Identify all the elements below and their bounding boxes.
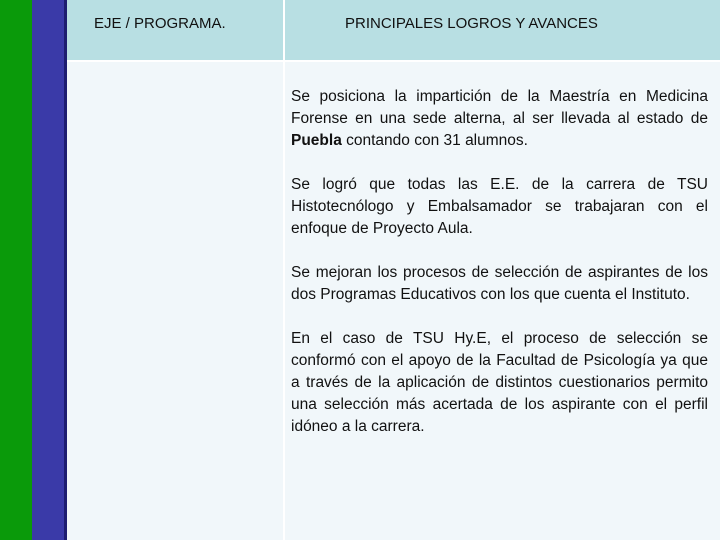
achievement-paragraph: En el caso de TSU Hy.E, el proceso de selección se conformó con el apoyo de la Facultad de Psicología ya que a través de la aplicación de distintos cuestionarios permito una selección más acertada de los aspirante con el perfil idóneo a la carrera.: [291, 330, 708, 435]
eje-programa-header: EJE / PROGRAMA.: [94, 15, 226, 32]
achievement-text: Se posiciona la impartición de la Maestría en Medicina Forense en una sede alterna, al ser llevada al estado de: [291, 88, 708, 127]
logros-header-cell: [285, 0, 720, 62]
eje-programa-header-cell: [67, 0, 283, 62]
logros-column: [285, 0, 720, 540]
achievements-table: [67, 0, 720, 540]
achievement-text: contando con 31 alumnos.: [341, 132, 528, 149]
left-accent-stripe-green: [0, 0, 32, 540]
achievement-paragraph: Se logró que todas las E.E. de la carrera de TSU Histotecnólogo y Embalsamador se trabajaran con el enfoque de Proyecto Aula.: [291, 176, 708, 237]
logros-header: PRINCIPALES LOGROS Y AVANCES: [345, 15, 598, 32]
logros-content: [291, 86, 708, 460]
eje-programa-column: [67, 0, 285, 540]
achievement-bold-text: Puebla: [291, 132, 342, 149]
left-accent-stripe-blue: [32, 0, 66, 540]
achievement-paragraph: Se mejoran los procesos de selección de aspirantes de los dos Programas Educativos con los que cuenta el Instituto.: [291, 264, 708, 303]
achievement-paragraph: [291, 86, 708, 152]
